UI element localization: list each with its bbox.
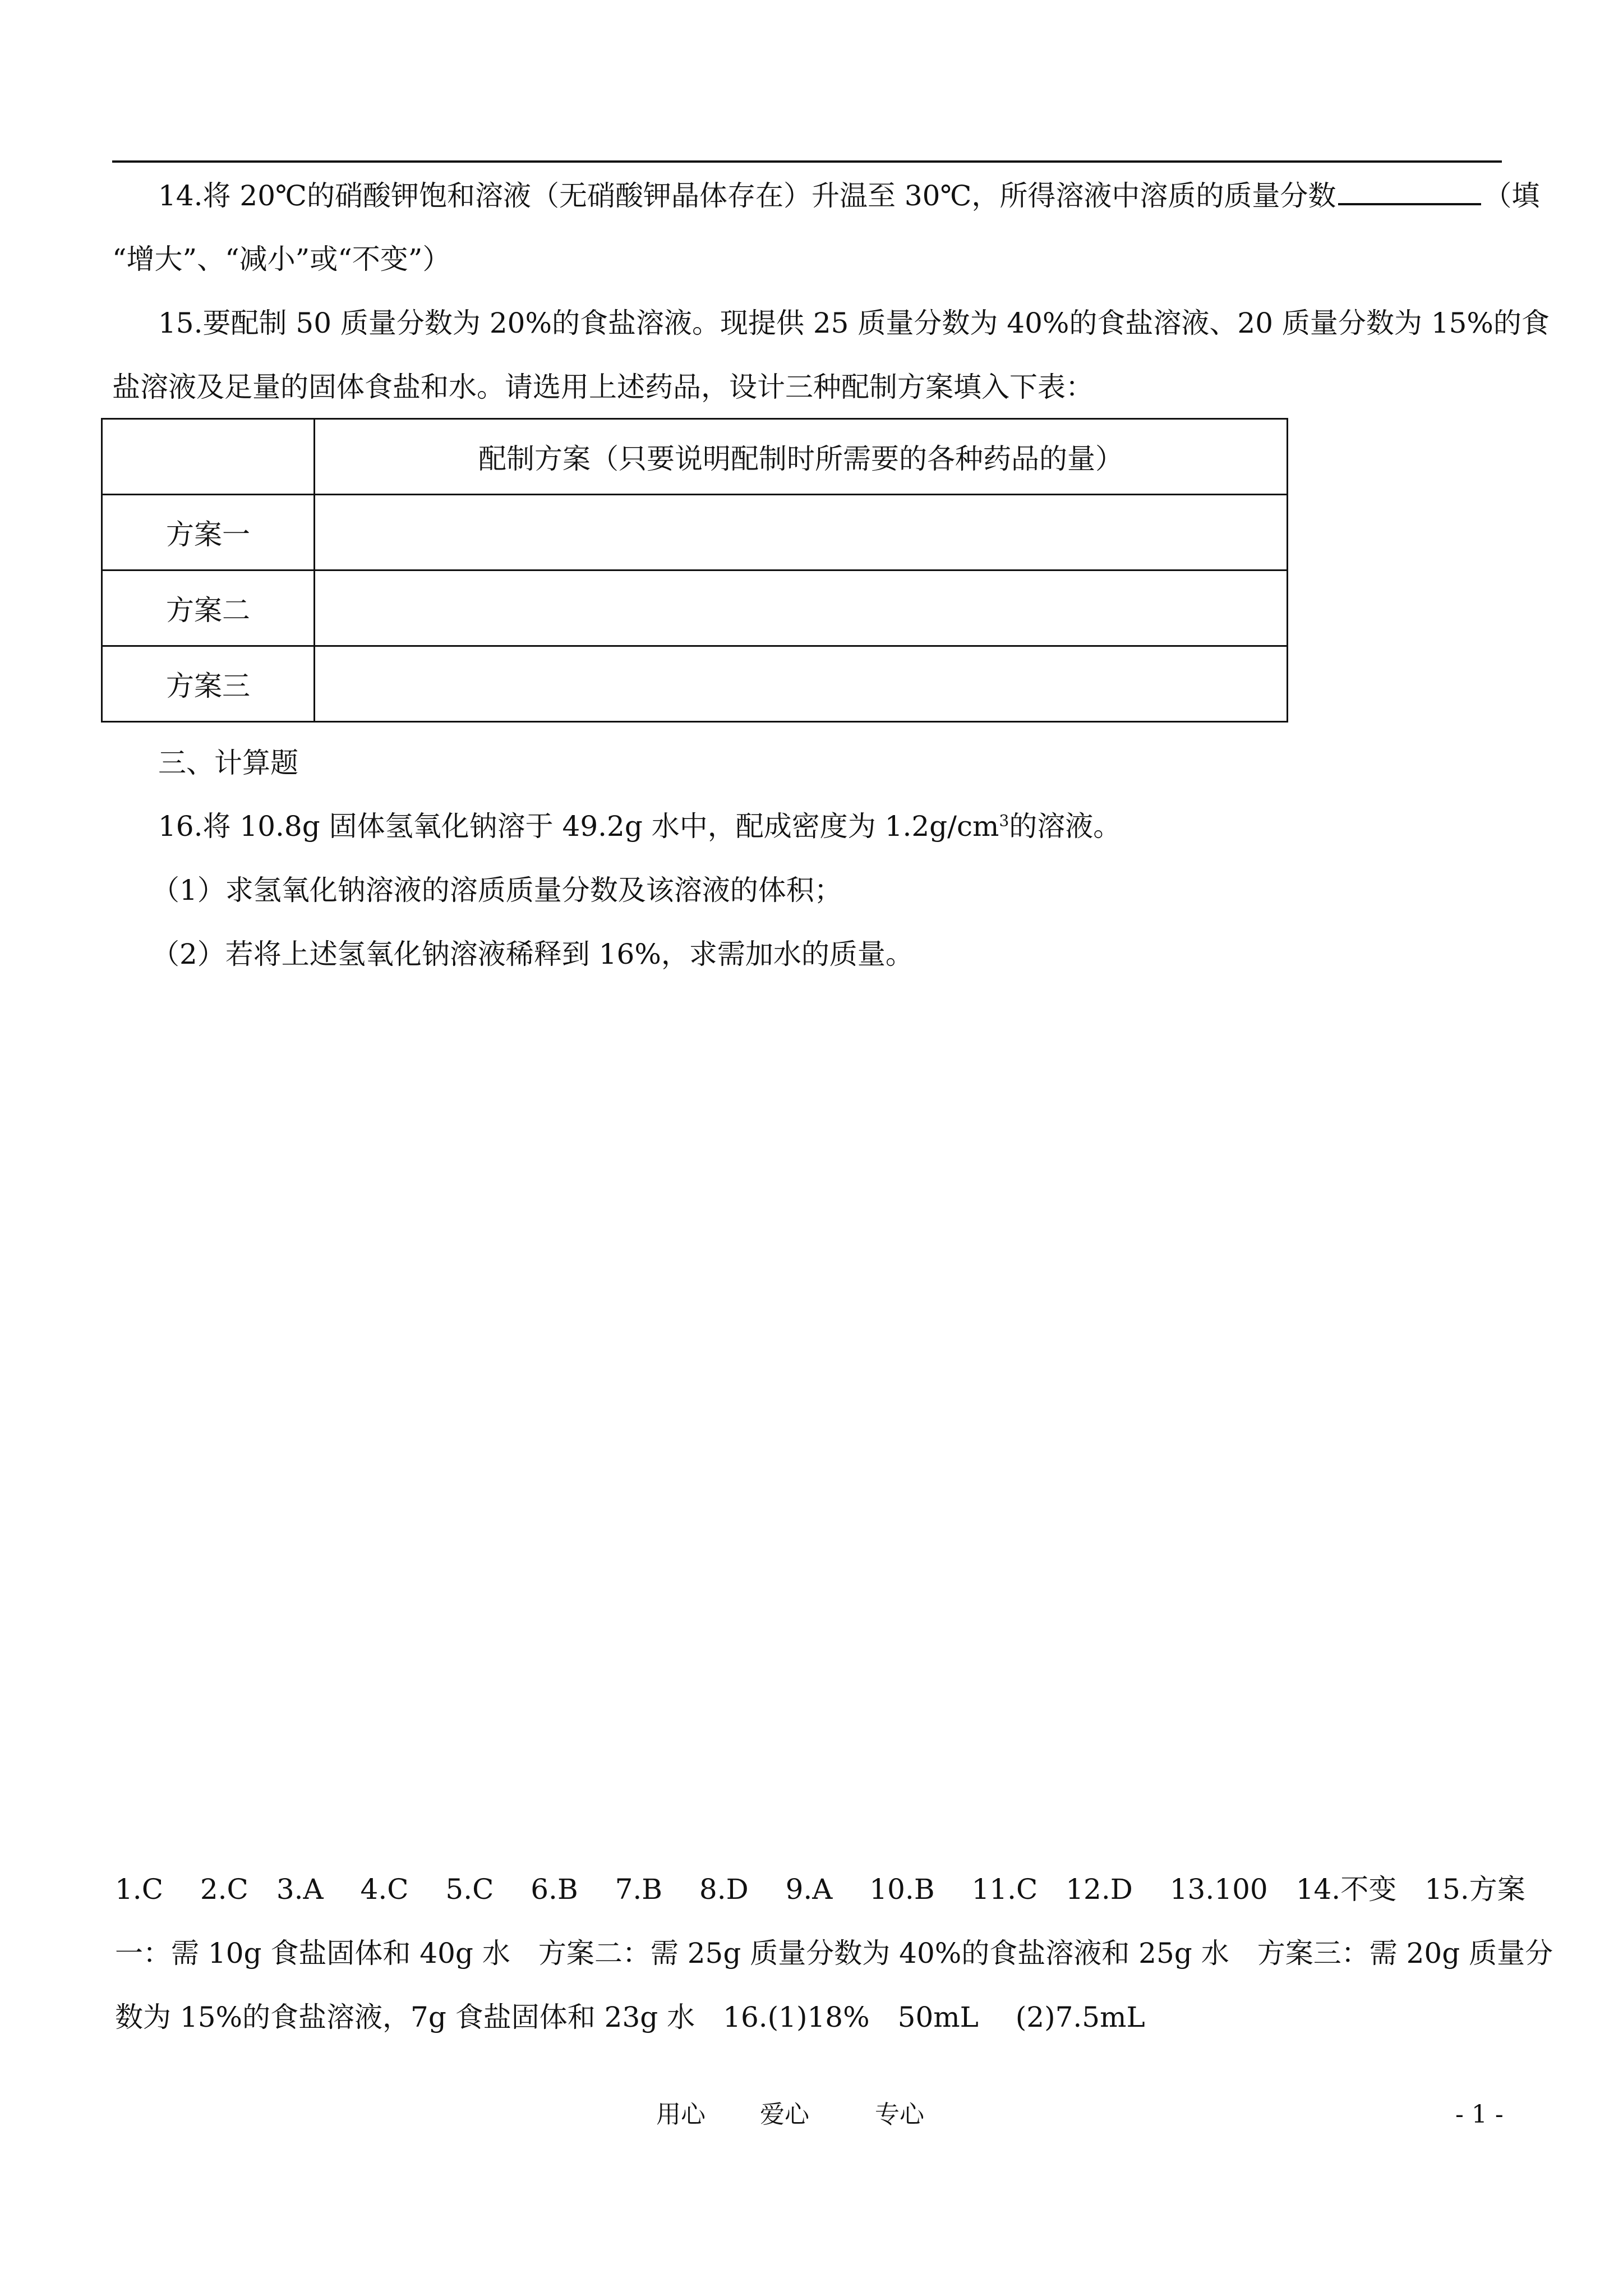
q14-text-b: （填 (1483, 180, 1540, 212)
answers-line1: 1.C 2.C 3.A 4.C 5.C 6.B 7.B 8.D 9.A 10.B 11.C 12.D 13.100 14.不变 15.方案 (115, 1873, 1525, 1906)
q14-line1 (158, 178, 1594, 213)
answers-line3: 数为 15%的食盐溶液，7g 食盐固体和 23g 水 16.(1)18% 50mL (2)7.5mL (115, 2001, 1145, 2033)
q15-line1: 15.要配制 50 质量分数为 20%的食盐溶液。现提供 25 质量分数为 40%的食盐溶液、20 质量分数为 15%的食 (158, 307, 1550, 339)
page-number: - 1 - (1455, 2100, 1504, 2129)
q15-line2: 盐溶液及足量的固体食盐和水。请选用上述药品，设计三种配制方案填入下表： (112, 371, 1094, 403)
q16-text-b: 的溶液。 (1009, 810, 1122, 843)
q14-line2: “增大”、“减小”或“不变”） (112, 243, 451, 275)
header-rule (112, 160, 1502, 163)
table-header-cell: 配制方案（只要说明配制时所需要的各种药品的量） (315, 419, 1288, 495)
row-answer-cell-plan-2[interactable] (315, 570, 1288, 646)
q16-superscript: 3 (999, 811, 1009, 830)
plan-table (101, 418, 1288, 723)
q16-part1: （1）求氢氧化钠溶液的溶质质量分数及该溶液的体积； (151, 874, 842, 907)
table-corner-cell (102, 419, 315, 495)
table-row (102, 495, 1288, 570)
q14-answer-blank (1338, 178, 1481, 205)
table-row (102, 646, 1288, 722)
row-label-plan-2: 方案二 (102, 570, 315, 646)
q16-text-a: 16.将 10.8g 固体氢氧化钠溶于 49.2g 水中，配成密度为 1.2g/cm (158, 810, 999, 843)
row-label-plan-1: 方案一 (102, 495, 315, 570)
q14-text-a: 14.将 20℃的硝酸钾饱和溶液（无硝酸钾晶体存在）升温至 30℃，所得溶液中溶质的质量分数 (158, 180, 1336, 212)
section-heading-calculation: 三、计算题 (158, 747, 298, 779)
footer-item-2: 爱心 (760, 2100, 809, 2129)
table-header-row (102, 419, 1288, 495)
footer-item-3: 专心 (875, 2100, 924, 2129)
footer-item-1: 用心 (656, 2100, 706, 2129)
table-row (102, 570, 1288, 646)
q16-line1 (158, 809, 1594, 843)
row-label-plan-3: 方案三 (102, 646, 315, 722)
answers-line2: 一：需 10g 食盐固体和 40g 水 方案二：需 25g 质量分数为 40%的食盐溶液和 25g 水 方案三：需 20g 质量分 (115, 1937, 1553, 1970)
row-answer-cell-plan-1[interactable] (315, 495, 1288, 570)
q16-part2: （2）若将上述氢氧化钠溶液稀释到 16%，求需加水的质量。 (151, 938, 914, 970)
row-answer-cell-plan-3[interactable] (315, 646, 1288, 722)
